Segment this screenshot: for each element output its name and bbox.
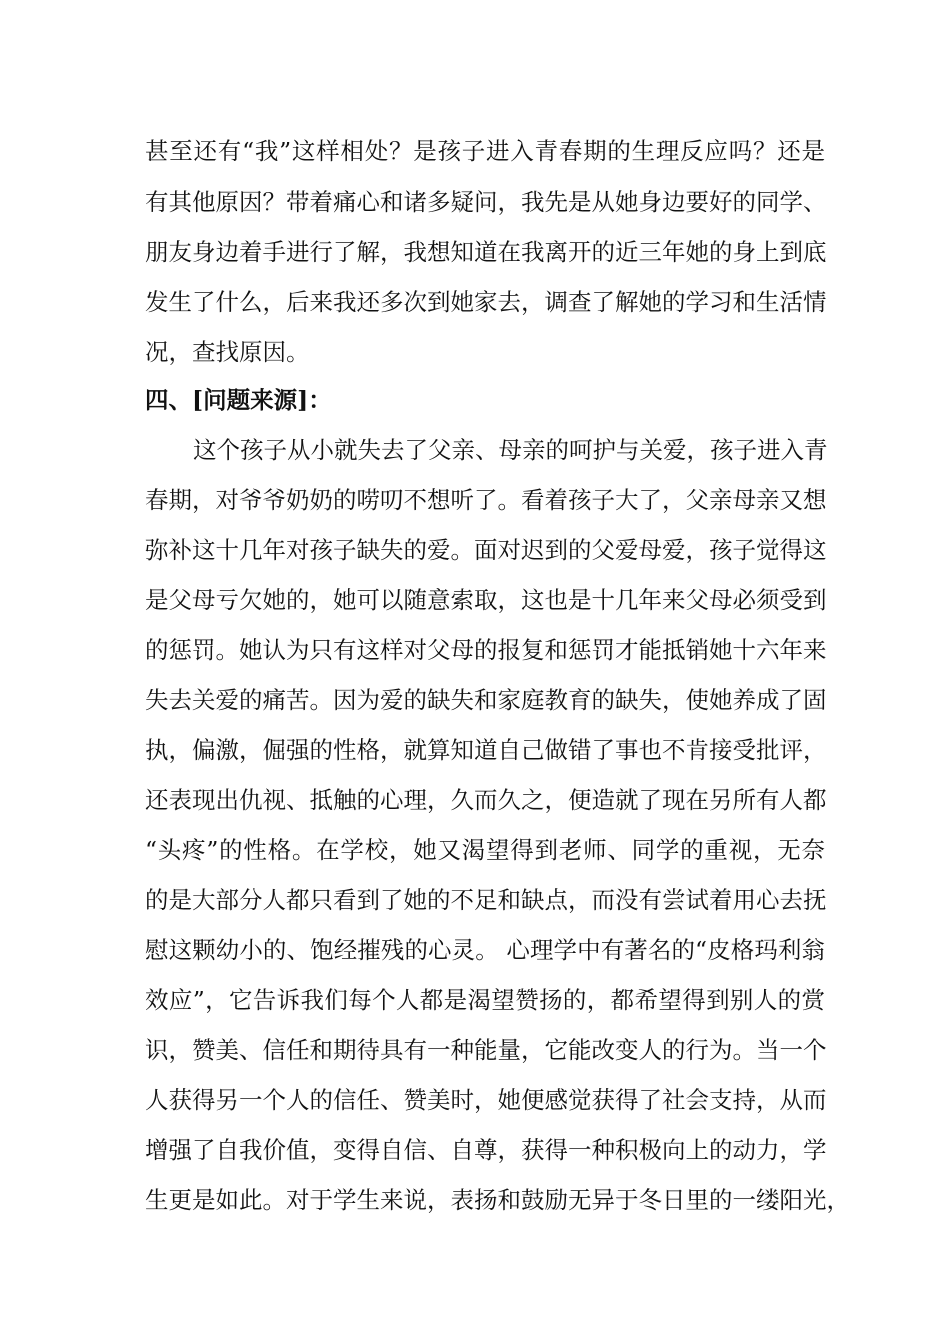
text-line: 的是大部分人都只看到了她的不足和缺点，而没有尝试着用心去抚 — [145, 886, 827, 914]
paragraph-first-line: 这个孩子从小就失去了父亲、母亲的呵护与关爱，孩子进入青 — [193, 436, 828, 464]
text-line: 是父母亏欠她的，她可以随意索取，这也是十几年来父母必须受到 — [145, 586, 827, 614]
text-line: 甚至还有“我”这样相处？是孩子进入青春期的生理反应吗？还是 — [145, 137, 825, 165]
text-line: 执，偏激，倔强的性格，就算知道自己做错了事也不肯接受批评， — [145, 736, 827, 764]
text-line: 春期，对爷爷奶奶的唠叨不想听了。看着孩子大了，父亲母亲又想 — [145, 486, 827, 514]
text-line: 失去关爱的痛苦。因为爱的缺失和家庭教育的缺失，使她养成了固 — [145, 686, 827, 714]
text-line: 有其他原因？带着痛心和诸多疑问，我先是从她身边要好的同学、 — [145, 188, 827, 216]
text-line: “头疼”的性格。在学校，她又渴望得到老师、同学的重视，无奈 — [145, 836, 825, 864]
text-line: 识，赞美、信任和期待具有一种能量，它能改变人的行为。当一个 — [145, 1036, 827, 1064]
text-line: 人获得另一个人的信任、赞美时，她便感觉获得了社会支持，从而 — [145, 1086, 827, 1114]
text-line: 朋友身边着手进行了解，我想知道在我离开的近三年她的身上到底 — [145, 238, 827, 266]
text-line: 的惩罚。她认为只有这样对父母的报复和惩罚才能抵销她十六年来 — [145, 636, 827, 664]
text-line: 弥补这十几年对孩子缺失的爱。面对迟到的父爱母爱，孩子觉得这 — [145, 536, 827, 564]
section-heading: 四、[问题来源]： — [145, 386, 332, 414]
text-line: 发生了什么，后来我还多次到她家去，调查了解她的学习和生活情 — [145, 288, 827, 316]
text-line: 况，查找原因。 — [145, 338, 310, 366]
text-line: 慰这颗幼小的、饱经摧残的心灵。 心理学中有著名的“皮格玛利翁 — [145, 936, 825, 964]
text-line: 增强了自我价值，变得自信、自尊，获得一种积极向上的动力，学 — [145, 1136, 827, 1164]
text-line: 效应”，它告诉我们每个人都是渴望赞扬的，都希望得到别人的赏 — [145, 986, 825, 1014]
text-line: 生更是如此。对于学生来说，表扬和鼓励无异于冬日里的一缕阳光， — [145, 1186, 850, 1214]
text-line: 还表现出仇视、抵触的心理，久而久之，便造就了现在另所有人都 — [145, 786, 827, 814]
